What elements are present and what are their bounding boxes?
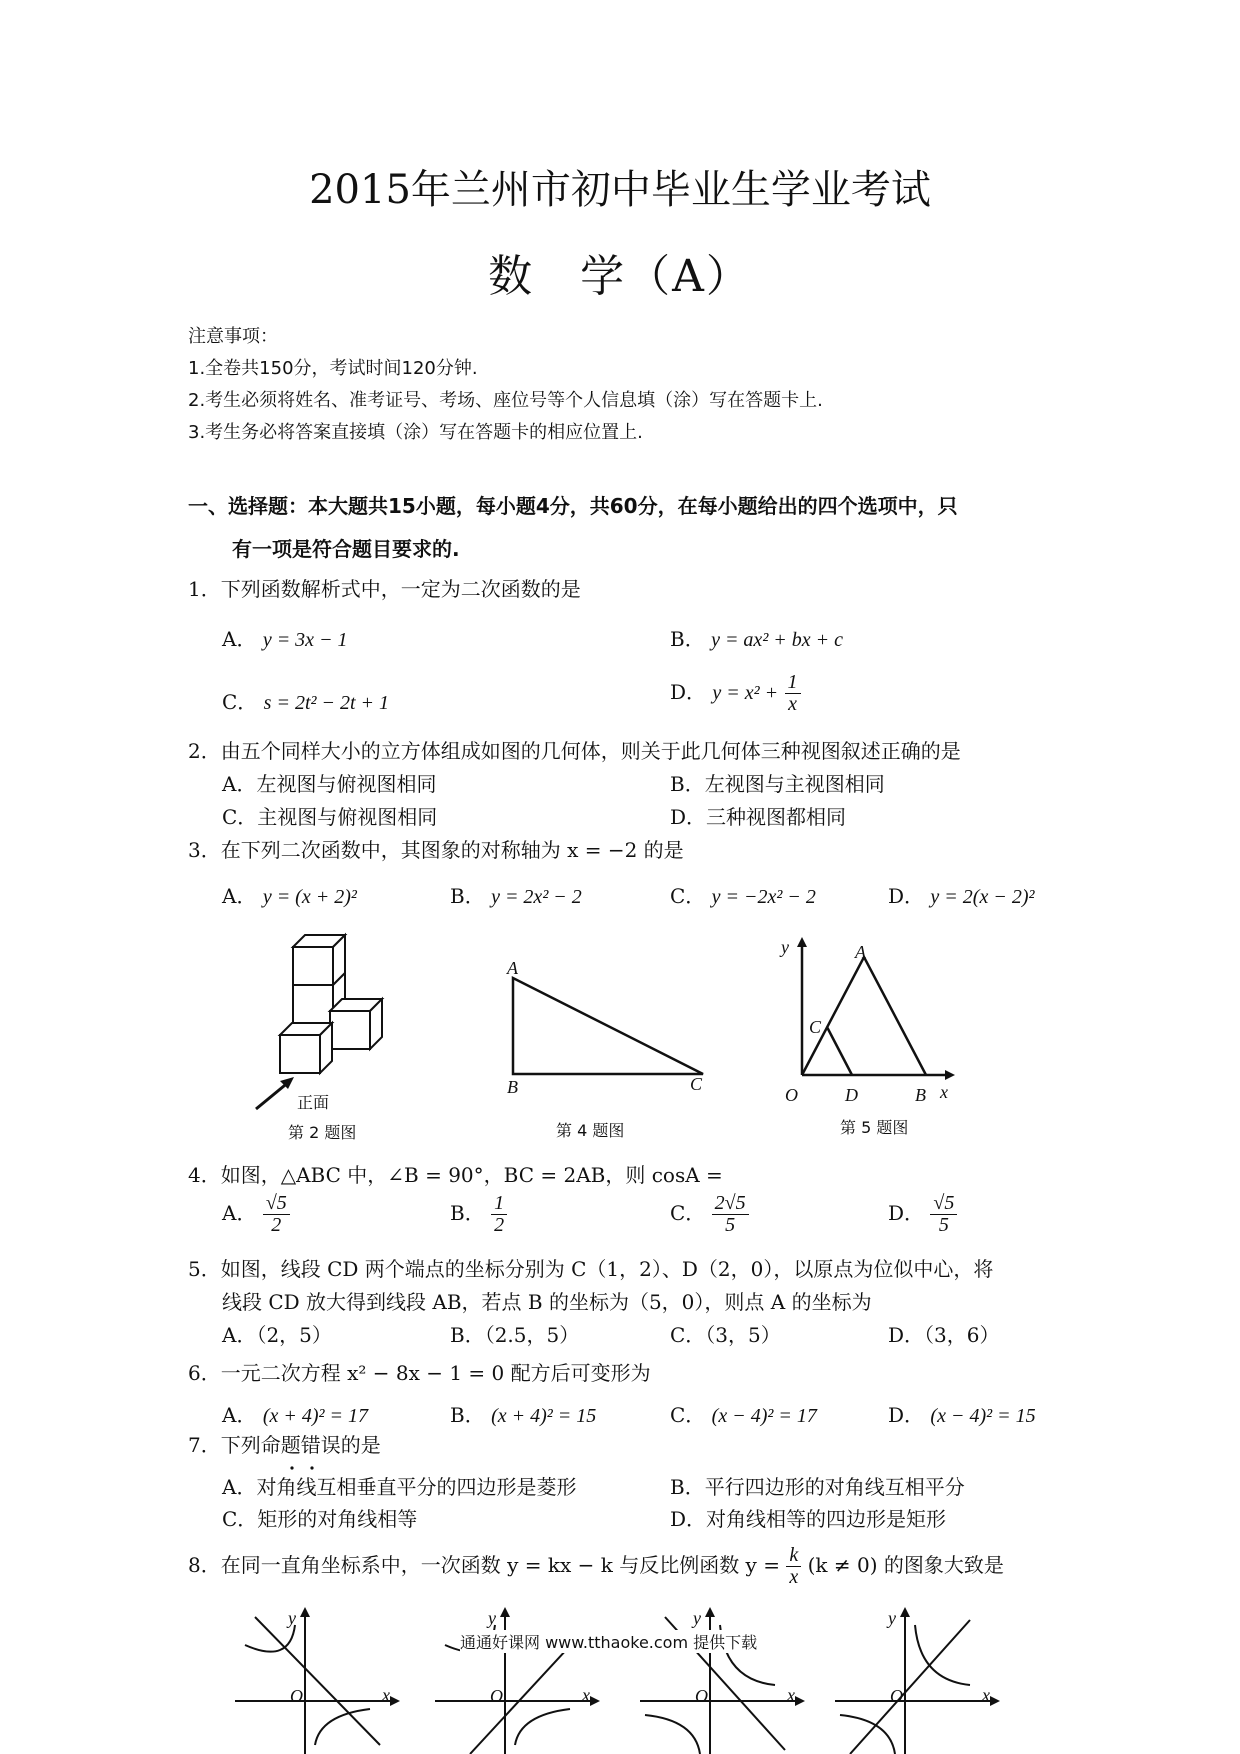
q6-option-d-label: D． [888, 1403, 925, 1427]
q2-stem: 2．由五个同样大小的立方体组成如图的几何体，则关于此几何体三种视图叙述正确的是 [188, 739, 961, 763]
q1-option-d-denominator: x [788, 693, 797, 715]
q4-option-a-fraction [263, 1193, 290, 1236]
q8-graph-a [230, 1605, 400, 1754]
q8-stem-fraction [786, 1545, 801, 1588]
fig5-label-a: A [855, 942, 866, 962]
q2-option-b: B．左视图与主视图相同 [670, 772, 885, 796]
fig5-label-d: D [845, 1085, 858, 1105]
fig5-triangle-oab [802, 957, 926, 1075]
q4-option-c [670, 1193, 749, 1236]
q4-option-a-denominator: 2 [271, 1214, 282, 1236]
q3-option-a-label: A． [222, 884, 257, 908]
fig2-cube-middle [293, 985, 333, 1023]
q1-option-d [670, 672, 801, 715]
q8-graph-a-x-label: x [382, 1685, 390, 1705]
fig2-caption: 第 2 题图 [288, 1123, 357, 1142]
q8-graph-b [430, 1605, 600, 1754]
q1-option-d-formula: y = x² + [712, 682, 779, 704]
fig5-label-o: O [785, 1085, 798, 1105]
fig5-caption: 第 5 题图 [840, 1118, 909, 1137]
q3-stem: 3．在下列二次函数中，其图象的对称轴为 x = −2 的是 [188, 838, 684, 862]
q8-fraction-denominator: x [789, 1566, 799, 1588]
q8-graph-d-y-label: y [888, 1608, 896, 1628]
q1-option-c [222, 686, 389, 715]
q4-option-d-fraction [930, 1193, 957, 1236]
notes-heading: 注意事项： [188, 326, 278, 347]
notes-item-3: 3.考生务必将答案直接填（涂）写在答题卡的相应位置上. [188, 422, 643, 443]
q4-option-b [450, 1193, 507, 1236]
q6-option-c-formula: (x − 4)² = 17 [711, 1405, 817, 1427]
fig4-label-a: A [507, 958, 518, 978]
q6-option-b-label: B． [450, 1403, 485, 1427]
section-heading-line2: 有一项是符合题目要求的. [232, 537, 460, 561]
q8-graph-b-y-label: y [488, 1608, 496, 1628]
q6-option-b [450, 1399, 596, 1428]
q4-option-a-numerator: √5 [263, 1193, 290, 1215]
q8-graph-c-y-label: y [693, 1608, 701, 1628]
q3-option-c-formula: y = −2x² − 2 [711, 886, 816, 908]
q3-option-b-formula: y = 2x² − 2 [491, 886, 582, 908]
fig5-segment-cd [827, 1027, 852, 1075]
q3-option-a [222, 880, 357, 909]
q6-option-c [670, 1399, 817, 1428]
fig5-coordinate-figure [785, 935, 955, 1085]
q4-option-d [888, 1193, 957, 1236]
q8-graph-b-x-label: x [582, 1685, 590, 1705]
q2-option-c: C．主视图与俯视图相同 [222, 805, 438, 829]
q5-stem-line2: 线段 CD 放大得到线段 AB，若点 B 的坐标为（5，0），则点 A 的坐标为 [222, 1290, 872, 1314]
fig4-caption: 第 4 题图 [556, 1121, 625, 1140]
q8-graph-a-o-label: O [290, 1686, 303, 1706]
notes-item-1: 1.全卷共150分，考试时间120分钟. [188, 358, 478, 379]
fig5-label-c: C [809, 1017, 822, 1037]
q6-stem: 6．一元二次方程 x² − 8x − 1 = 0 配方后可变形为 [188, 1361, 651, 1385]
exam-subtitle: 数 学（A） [488, 251, 752, 302]
fig4-label-b: B [507, 1077, 518, 1097]
q4-option-b-denominator: 2 [494, 1214, 505, 1236]
q2-option-d: D．三种视图都相同 [670, 805, 847, 829]
q8-graph-c-o-label: O [695, 1686, 708, 1706]
q1-option-b-formula: y = ax² + bx + c [711, 629, 844, 651]
q4-option-d-numerator: √5 [930, 1193, 957, 1215]
q8-graph-a-y-label: y [288, 1608, 296, 1628]
q8-graph-c [635, 1605, 805, 1754]
q7-option-d: D．对角线相等的四边形是矩形 [670, 1507, 947, 1531]
fig5-label-y: y [781, 937, 789, 957]
fig2-cube-front [280, 1035, 320, 1073]
q4-option-d-label: D． [888, 1201, 925, 1225]
q1-option-d-numerator: 1 [785, 672, 801, 694]
q3-option-d-formula: y = 2(x − 2)² [930, 886, 1035, 908]
q4-option-c-denominator: 5 [725, 1214, 736, 1236]
q3-option-b-label: B． [450, 884, 485, 908]
q5-option-b: B．（2.5，5） [450, 1323, 580, 1347]
notes-item-2: 2.考生必须将姓名、准考证号、考场、座位号等个人信息填（涂）写在答题卡上. [188, 390, 823, 411]
q3-option-d [888, 880, 1034, 909]
q1-option-b [670, 623, 843, 652]
q8-graph-d [830, 1605, 1000, 1754]
q1-option-d-fraction [785, 672, 801, 715]
q4-option-d-denominator: 5 [938, 1214, 949, 1236]
fig5-x-arrow [945, 1070, 955, 1080]
q6-option-d [888, 1399, 1036, 1428]
q1-option-c-formula: s = 2t² − 2t + 1 [263, 692, 390, 714]
q6-option-d-formula: (x − 4)² = 15 [930, 1405, 1036, 1427]
q1-stem: 1．下列函数解析式中，一定为二次函数的是 [188, 577, 581, 601]
q4-option-c-numerator: 2√5 [712, 1193, 749, 1215]
q8-stem [188, 1545, 1004, 1588]
q6-option-a-label: A． [222, 1403, 257, 1427]
q8-graph-c-x-label: x [787, 1685, 795, 1705]
fig2-front-label: 正面 [297, 1093, 330, 1112]
section-heading-line1: 一、选择题：本大题共15小题，每小题4分，共60分，在每小题给出的四个选项中，只 [188, 494, 958, 518]
q5-option-a: A．（2，5） [222, 1323, 332, 1347]
fig2-cube-top [293, 947, 333, 985]
q1-option-a-formula: y = 3x − 1 [262, 629, 348, 651]
q7-option-c: C．矩形的对角线相等 [222, 1507, 418, 1531]
fig2-cubes-figure [250, 925, 410, 1115]
q4-option-a [222, 1193, 290, 1236]
fig5-label-b: B [915, 1085, 926, 1105]
q3-option-c [670, 880, 816, 909]
q5-option-d: D．（3，6） [888, 1323, 1000, 1347]
q4-option-a-label: A． [222, 1201, 257, 1225]
q8-fraction-numerator: k [786, 1545, 801, 1567]
q4-option-b-fraction [491, 1193, 507, 1236]
q7-option-a: A．对角线互相垂直平分的四边形是菱形 [222, 1475, 577, 1499]
q7-option-b: B．平行四边形的对角线互相平分 [670, 1475, 965, 1499]
q8-stem-prefix: 8．在同一直角坐标系中，一次函数 y = kx − k 与反比例函数 y = [188, 1553, 780, 1577]
q1-option-a [222, 623, 348, 652]
q3-option-c-label: C． [670, 884, 706, 908]
q8-graph-b-o-label: O [490, 1686, 503, 1706]
q8-graph-d-o-label: O [890, 1686, 903, 1706]
q6-option-a [222, 1399, 368, 1428]
q6-option-a-formula: (x + 4)² = 17 [262, 1405, 368, 1427]
q7-stem: 7．下列命题错误的是 [188, 1433, 381, 1457]
q5-option-c: C．（3，5） [670, 1323, 781, 1347]
q2-option-a: A．左视图与俯视图相同 [222, 772, 437, 796]
q1-option-c-label: C． [222, 690, 258, 714]
fig4-triangle [513, 978, 703, 1074]
q3-option-b [450, 880, 582, 909]
q3-option-a-formula: y = (x + 2)² [262, 886, 357, 908]
fig4-triangle-figure [505, 960, 715, 1085]
q1-option-a-label: A． [222, 627, 257, 651]
q6-option-b-formula: (x + 4)² = 15 [491, 1405, 597, 1427]
q4-option-b-label: B． [450, 1201, 485, 1225]
q4-option-b-numerator: 1 [491, 1193, 507, 1215]
fig4-label-c: C [690, 1074, 703, 1094]
q4-option-c-label: C． [670, 1201, 706, 1225]
q4-stem: 4．如图，△ABC 中，∠B = 90°，BC = 2AB，则 cosA = [188, 1163, 723, 1187]
exam-title: 2015年兰州市初中毕业生学业考试 [309, 167, 931, 213]
fig5-label-x: x [940, 1082, 948, 1102]
fig5-y-arrow [797, 937, 807, 947]
q6-option-c-label: C． [670, 1403, 706, 1427]
footer-source: 通通好课网 www.tthaoke.com 提供下载 [460, 1630, 757, 1653]
q1-option-d-label: D． [670, 680, 707, 704]
fig2-cube-right [330, 1011, 370, 1049]
q1-option-b-label: B． [670, 627, 705, 651]
q8-graph-d-x-label: x [982, 1685, 990, 1705]
q8-stem-suffix: (k ≠ 0) 的图象大致是 [807, 1553, 1004, 1577]
q5-stem-line1: 5．如图，线段 CD 两个端点的坐标分别为 C（1，2）、D（2，0），以原点为位似中心，将 [188, 1257, 994, 1281]
q3-option-d-label: D． [888, 884, 925, 908]
q4-option-c-fraction [712, 1193, 749, 1236]
